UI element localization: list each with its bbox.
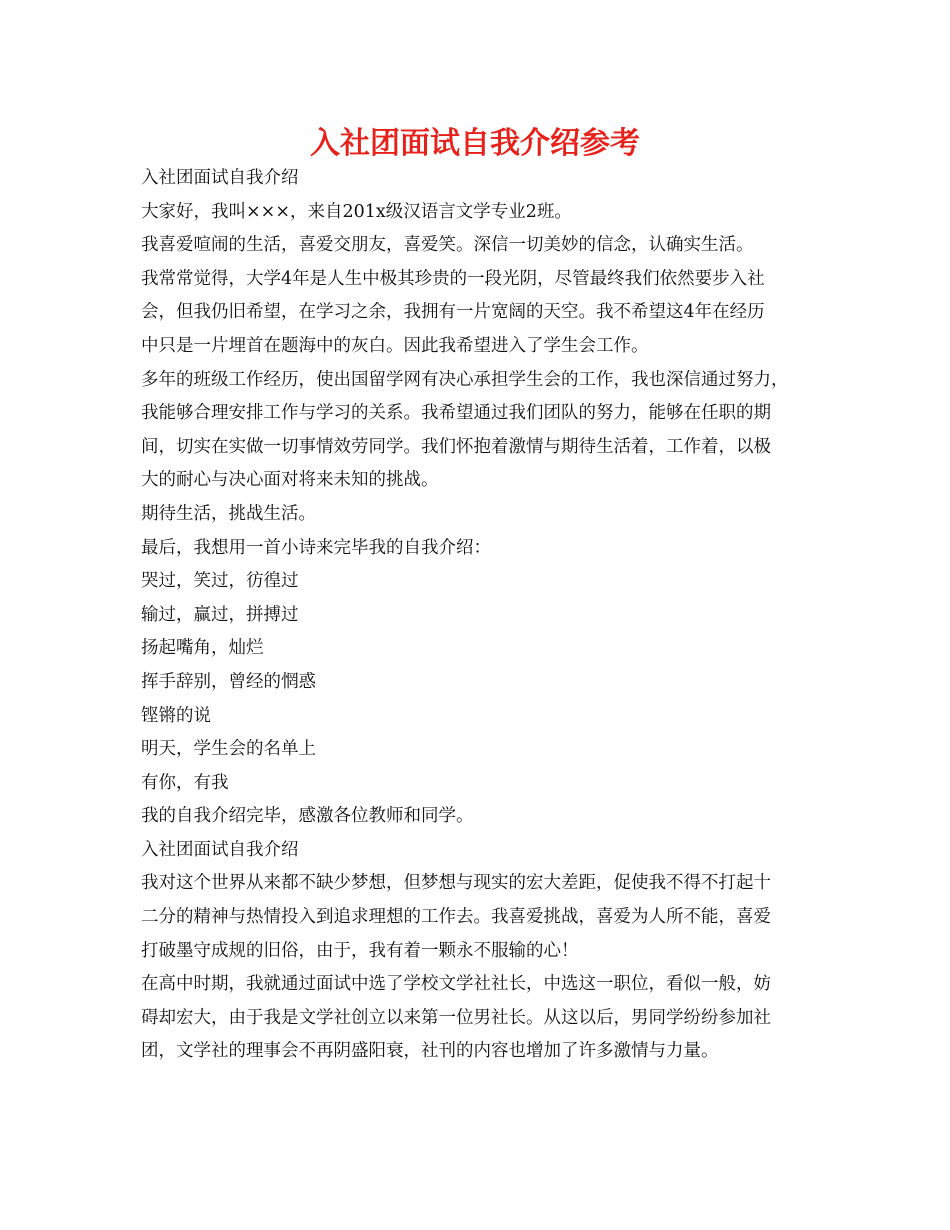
paragraph-line: 入社团面试自我介绍	[141, 839, 299, 860]
paragraph-line: 打破墨守成规的旧俗，由于，我有着一颗永不服输的心！	[141, 940, 579, 961]
paragraph-line: 入社团面试自我介绍	[141, 168, 299, 188]
paragraph-line: 二分的精神与热情投入到追求理想的工作去。我喜爱挑战，喜爱为人所不能，喜爱	[141, 907, 771, 928]
paragraph-line: 中只是一片埋首在题海中的灰白。因此我希望进入了学生会工作。	[141, 335, 649, 356]
paragraph-line: 期待生活，挑战生活。	[141, 503, 316, 524]
paragraph-line: 有你，有我	[141, 772, 229, 793]
paragraph-line: 会，但我仍旧希望，在学习之余，我拥有一片宽阔的天空。我不希望这4年在经历	[141, 302, 765, 323]
paragraph-line: 大的耐心与决心面对将来未知的挑战。	[141, 470, 439, 491]
paragraph-line: 最后，我想用一首小诗来完毕我的自我介绍：	[141, 537, 491, 558]
paragraph-line: 明天，学生会的名单上	[141, 739, 316, 760]
paragraph-line: 挥手辞别，曾经的惘惑	[141, 671, 316, 692]
paragraph-line: 在高中时期，我就通过面试中选了学校文学社社长，中选这一职位，看似一般，妨	[141, 974, 771, 995]
paragraph-line: 哭过，笑过，彷徨过	[141, 571, 299, 592]
paragraph-line: 大家好，我叫×××，来自201x级汉语言文学专业2班。	[141, 201, 572, 222]
paragraph-line: 扬起嘴角，灿烂	[141, 638, 264, 659]
paragraph-line: 我对这个世界从来都不缺少梦想，但梦想与现实的宏大差距，促使我不得不打起十	[141, 873, 771, 894]
document-title: 入社团面试自我介绍参考	[310, 126, 640, 161]
paragraph-line: 多年的班级工作经历，使出国留学网有决心承担学生会的工作，我也深信通过努力，	[141, 369, 789, 390]
paragraph-line: 团，文学社的理事会不再阴盛阳衰，社刊的内容也增加了许多激情与力量。	[141, 1041, 719, 1062]
document-body	[141, 162, 831, 1069]
paragraph-line: 我喜爱喧闹的生活，喜爱交朋友，喜爱笑。深信一切美妙的信念，认确实生活。	[141, 235, 754, 256]
paragraph-line: 我能够合理安排工作与学习的关系。我希望通过我们团队的努力，能够在任职的期	[141, 403, 771, 424]
paragraph-line: 铿锵的说	[141, 705, 211, 726]
paragraph-line: 碍却宏大，由于我是文学社创立以来第一位男社长。从这以后，男同学纷纷参加社	[141, 1007, 771, 1028]
paragraph-line: 间，切实在实做一切事情效劳同学。我们怀抱着激情与期待生活着，工作着，以极	[141, 436, 771, 457]
paragraph-line: 我常常觉得，大学4年是人生中极其珍贵的一段光阴，尽管最终我们依然要步入社	[141, 268, 765, 289]
paragraph-line: 我的自我介绍完毕，感激各位教师和同学。	[141, 806, 474, 827]
paragraph-line: 输过，赢过，拼搏过	[141, 604, 299, 625]
